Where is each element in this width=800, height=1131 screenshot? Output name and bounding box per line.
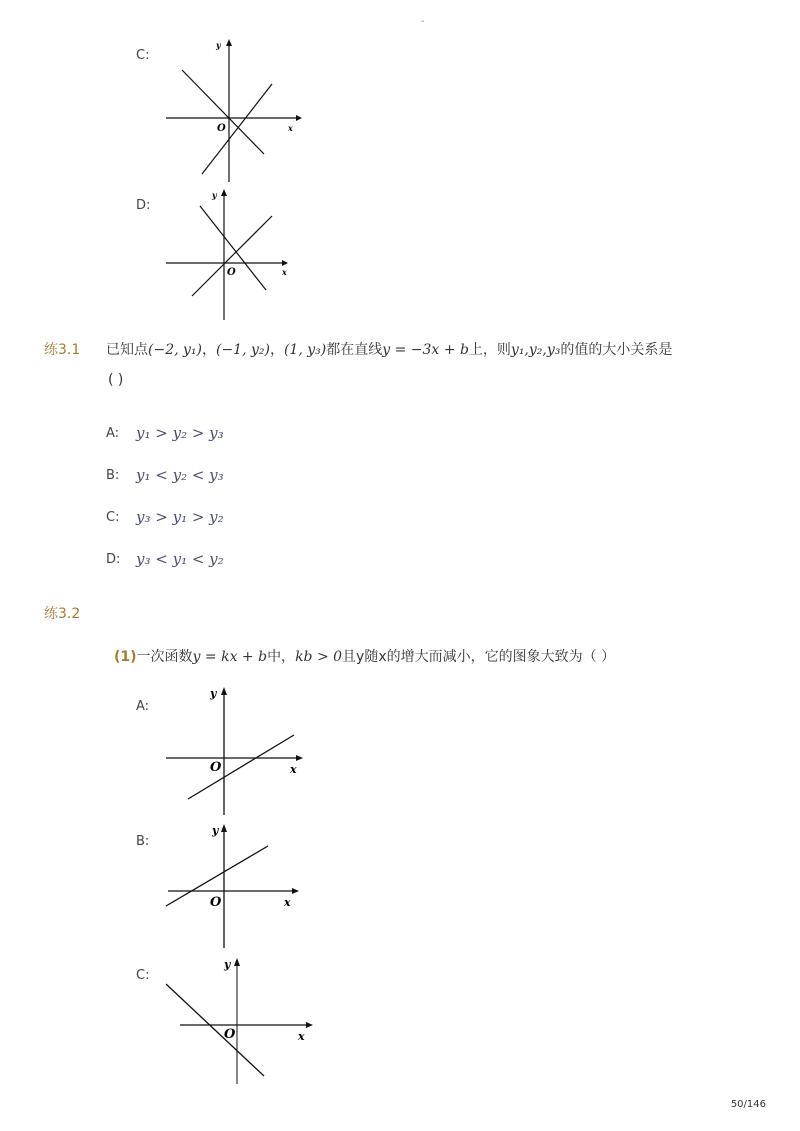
variables: y₁,y₂,y₃	[510, 342, 561, 358]
graph-option-b	[160, 820, 310, 950]
x-label: x	[288, 123, 293, 133]
origin-label: O	[224, 1027, 236, 1042]
increasing-line	[188, 735, 294, 799]
graph-option-d-prev	[160, 186, 310, 326]
exercise-3-1-question	[106, 339, 672, 359]
y-label: y	[216, 40, 221, 50]
choice-a-expr: y₁ > y₂ > y₃	[136, 424, 224, 442]
point-1: (−2, y₁)	[148, 342, 202, 358]
y-label: y	[212, 824, 219, 837]
x-label: x	[284, 896, 291, 909]
x-axis-arrow	[296, 115, 302, 121]
graph-b-label: B:	[136, 834, 150, 849]
y-label: y	[210, 687, 217, 700]
y-axis-arrow	[221, 824, 227, 832]
option-c-label: C:	[136, 48, 150, 63]
choice-c-label: C:	[106, 510, 120, 525]
y-axis-arrow	[221, 687, 227, 695]
q-text-2: 中，	[267, 649, 296, 665]
option-d-label: D:	[136, 198, 151, 213]
graph-a-label: A:	[136, 699, 150, 714]
function-equation: y = kx + b	[192, 649, 268, 665]
x-label: x	[290, 763, 297, 776]
y-axis-arrow	[221, 189, 227, 196]
page-number: 50/146	[730, 1099, 766, 1110]
x-axis-arrow	[292, 888, 299, 894]
graph-option-a	[160, 683, 310, 819]
decreasing-line	[166, 984, 264, 1076]
q-text-3: 上，则	[468, 342, 511, 358]
line-equation: y = −3x + b	[382, 342, 469, 358]
choice-b-label: B:	[106, 468, 120, 483]
point-2: (−1, y₂)	[215, 342, 270, 358]
q-text-1: 已知点	[106, 342, 148, 358]
choice-d-expr: y₃ < y₁ < y₂	[136, 550, 224, 568]
q-text-2: 都在直线	[326, 342, 383, 358]
origin-label: O	[217, 123, 226, 134]
origin-label: O	[227, 267, 236, 278]
origin-label: O	[210, 895, 222, 910]
x-label: x	[298, 1030, 305, 1043]
x-axis-arrow	[306, 1022, 313, 1028]
point-3: (1, y₃)	[283, 342, 327, 358]
y-label: y	[224, 958, 231, 971]
y-axis-arrow	[226, 39, 232, 46]
graph-option-c	[160, 954, 320, 1086]
y-axis-arrow	[234, 958, 240, 966]
choice-c-expr: y₃ > y₁ > y₂	[136, 508, 224, 526]
choice-b-expr: y₁ < y₂ < y₃	[136, 466, 224, 484]
increasing-line	[202, 84, 272, 174]
graph-option-c-prev	[160, 36, 310, 186]
condition: kb > 0	[295, 649, 343, 665]
choice-a-label: A:	[106, 426, 120, 441]
x-axis-arrow	[282, 260, 288, 266]
x-axis-arrow	[296, 755, 303, 761]
graph-c-label: C:	[136, 968, 150, 983]
top-mark: -	[421, 16, 425, 27]
exercise-3-1-label: 练3.1	[44, 342, 81, 358]
increasing-line	[192, 216, 272, 296]
q-text-1: 一次函数	[136, 649, 193, 665]
exercise-3-2-question	[114, 646, 615, 666]
exercise-3-2-label: 练3.2	[44, 606, 81, 622]
q-text-3: 且y随x的增大而减小，它的图象大致为（ ）	[342, 649, 616, 665]
sep-2: ，	[269, 342, 284, 358]
choice-d-label: D:	[106, 552, 121, 567]
q-text-4: 的值的大小关系是	[560, 342, 673, 358]
decreasing-line	[182, 70, 264, 154]
x-label: x	[282, 267, 287, 277]
sub-question-label: (1)	[114, 649, 137, 665]
answer-blank: ( )	[108, 372, 124, 388]
y-label: y	[212, 190, 217, 200]
sep-1: ，	[201, 342, 216, 358]
origin-label: O	[210, 760, 222, 775]
